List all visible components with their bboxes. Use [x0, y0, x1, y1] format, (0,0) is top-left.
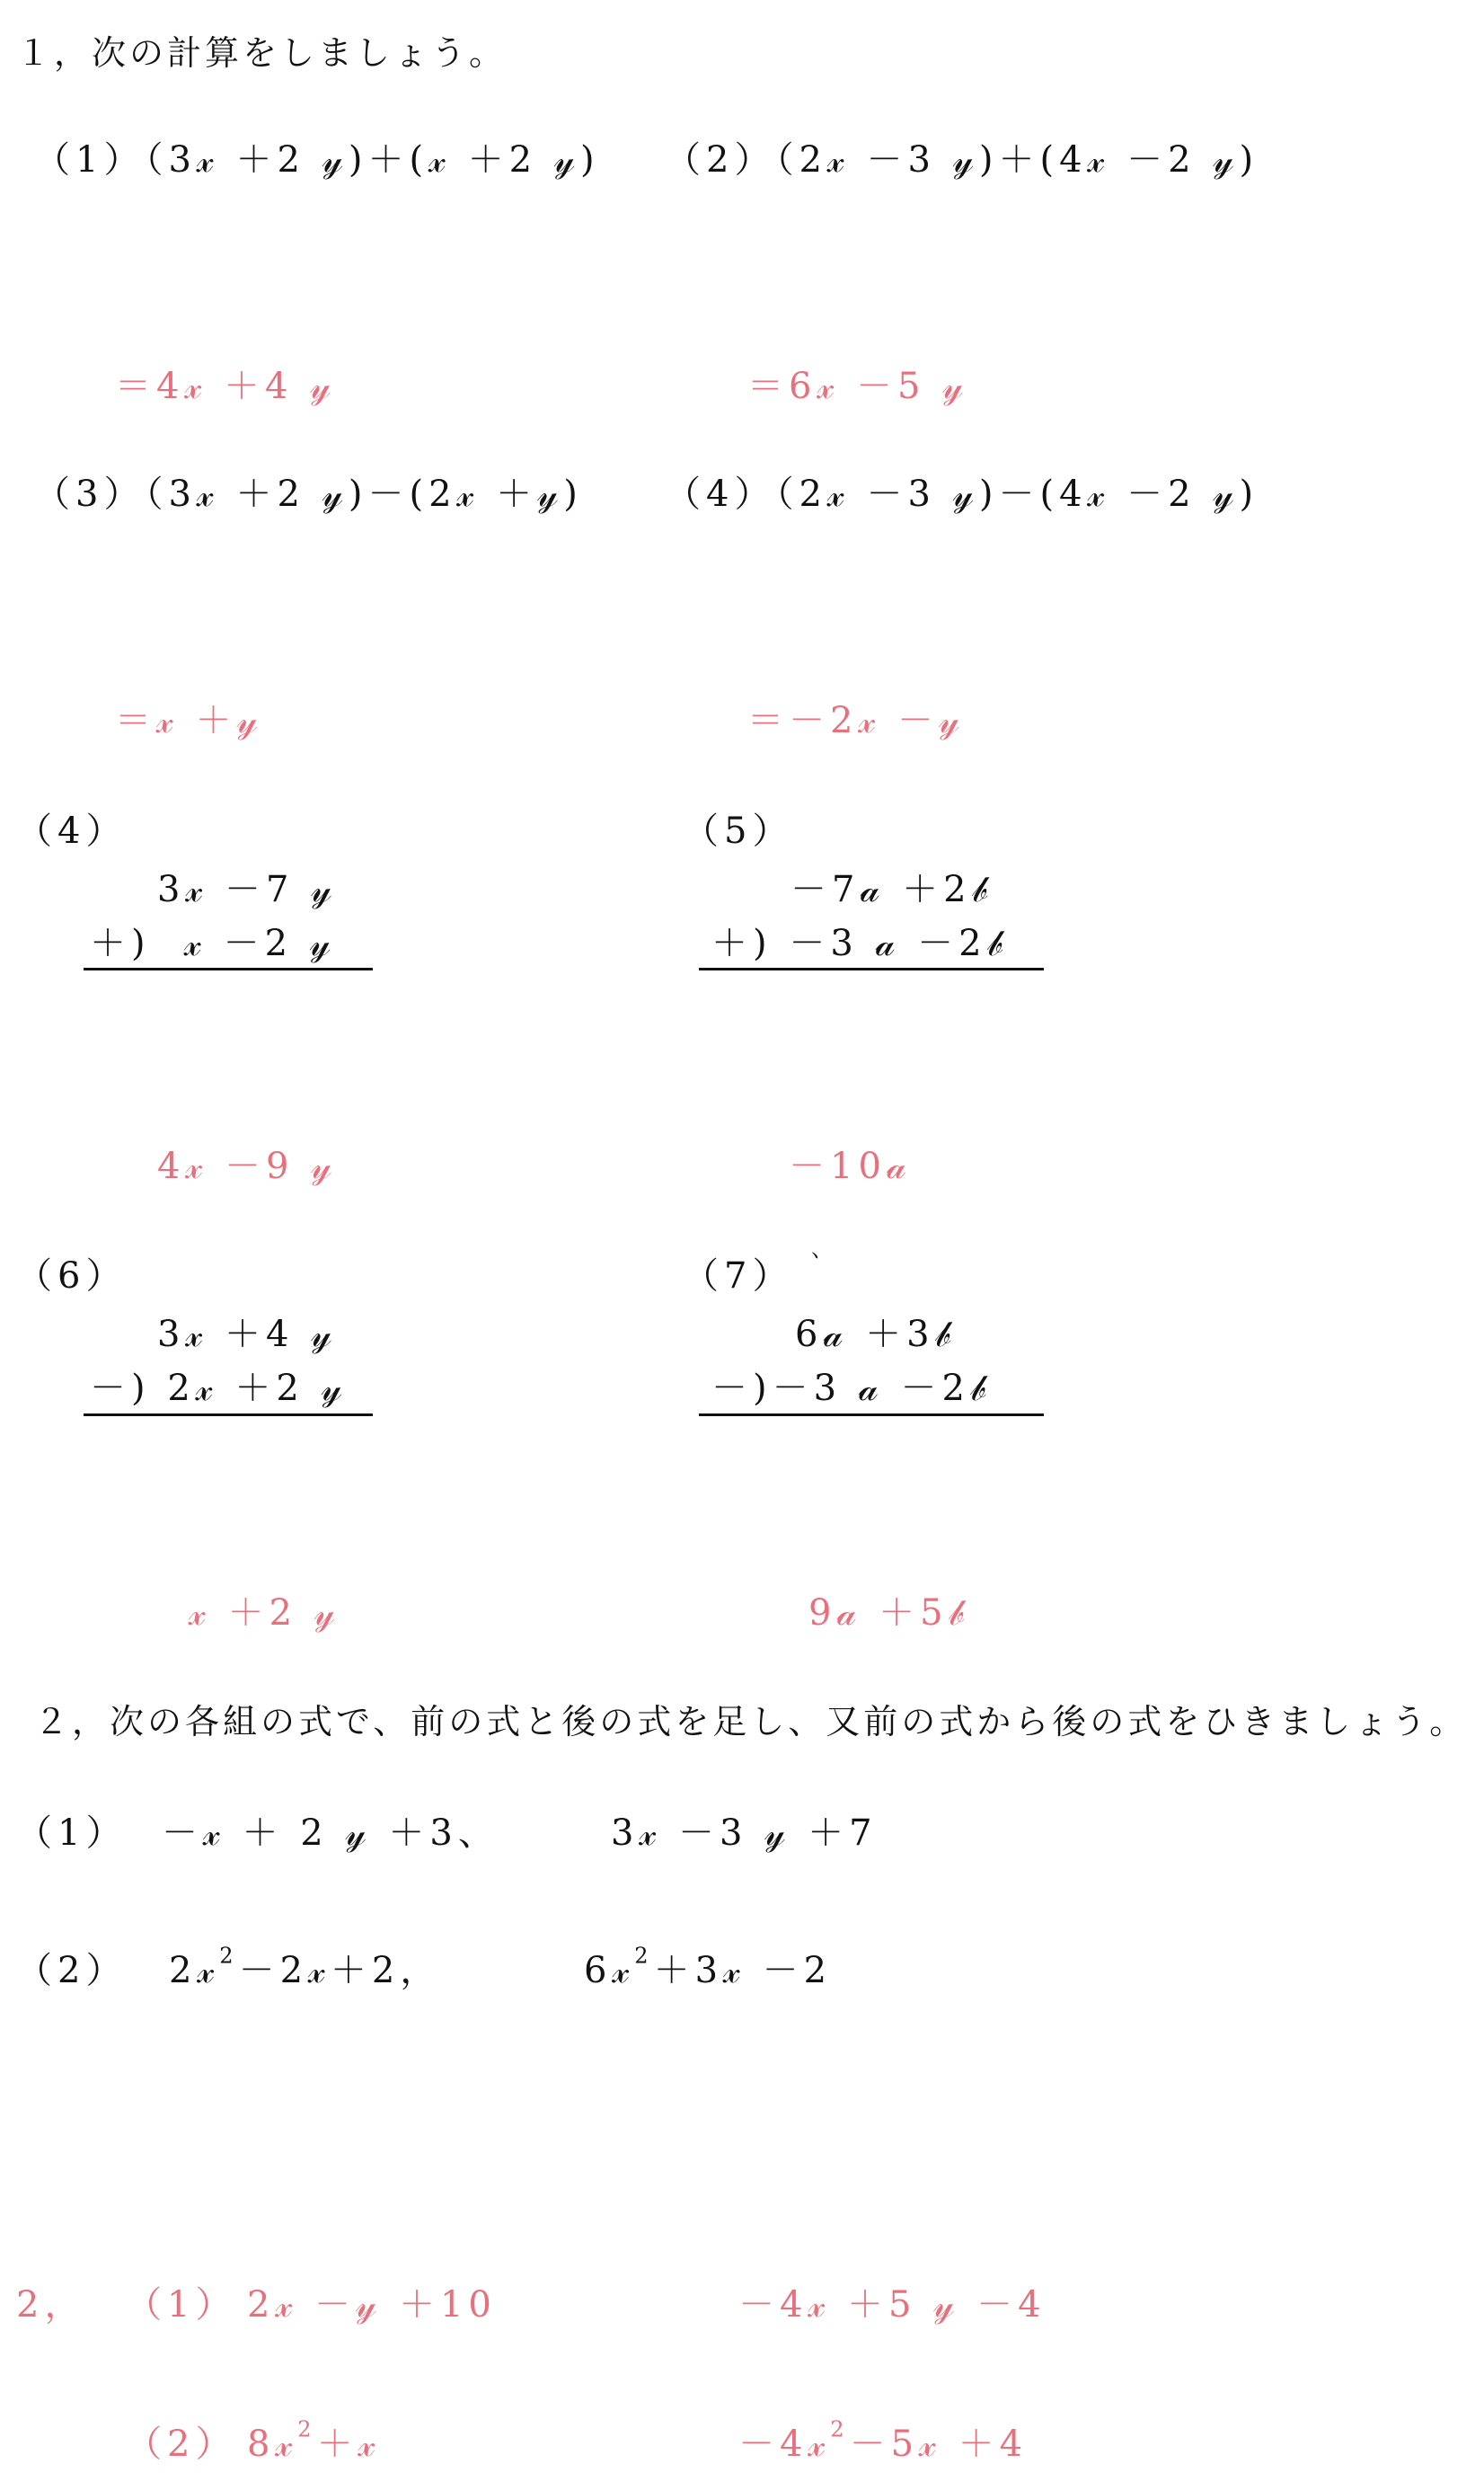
vertical-label-7: （7）: [683, 1255, 794, 1297]
answer-1-1: ＝4𝓍 ＋4 𝓎: [115, 366, 337, 407]
vertical-7-answer: 9𝒶 ＋5𝒷: [808, 1592, 969, 1634]
vertical-label-5: （5）: [683, 811, 794, 852]
problem-1-2: （2）（2𝓍 －3 𝓎)＋(4𝓍 －2 𝓎): [665, 139, 1259, 181]
a2-sum-base: 8𝓍: [247, 2423, 298, 2465]
q2-expr-b-rest: ＋3𝓍 －2: [653, 1950, 833, 1991]
problem-1-1: （1）（3𝓍 ＋2 𝓎)＋(𝓍 ＋2 𝓎): [34, 139, 600, 181]
vertical-label-4: （4）: [16, 811, 128, 852]
a2-diff-rest: －5𝓍 ＋4: [849, 2423, 1029, 2465]
problem-1-4: （4）（2𝓍 －3 𝓎)－(4𝓍 －2 𝓎): [665, 474, 1259, 515]
vertical-4-line2: ＋) 𝓍 －2 𝓎: [90, 923, 336, 964]
answer-2-1-diff: －4𝓍 ＋5 𝓎 －4: [738, 2284, 1047, 2326]
answer-1-3: ＝𝓍 ＋𝓎: [115, 700, 263, 741]
vertical-5-rule: [699, 968, 1044, 970]
vertical-6-answer: 𝓍 ＋2 𝓎: [189, 1592, 340, 1634]
question-2-1-expr-a: －𝓍 ＋ 2 𝓎 ＋3、: [162, 1812, 499, 1854]
vertical-5-answer: －10𝒶: [789, 1146, 912, 1187]
vertical-6-rule: [84, 1413, 373, 1416]
a2-sum-exponent: 2: [297, 2416, 317, 2442]
answer-2-2-label: （2）: [126, 2423, 237, 2465]
q2-expr-a-rest: －2𝓍＋2，: [238, 1950, 442, 1991]
q2-expr-b-base: 6𝓍: [584, 1950, 635, 1991]
vertical-5-line1: －7𝒶 ＋2𝒷: [791, 869, 993, 910]
question-2-2-expr-a: [169, 1943, 442, 1991]
vertical-5-line2: ＋) －3 𝒶 －2𝒷: [711, 923, 1008, 964]
question-2-2-expr-b: [584, 1943, 833, 1991]
question-2-2-label: （2）: [16, 1950, 128, 1991]
vertical-4-answer: 4𝓍 －9 𝓎: [157, 1146, 338, 1187]
answers2-label: 2，: [16, 2284, 86, 2326]
answer-2-2-diff: [738, 2416, 1029, 2465]
vertical-4-rule: [84, 968, 373, 970]
answer-2-2-sum: [247, 2416, 381, 2465]
q2-expr-a-exponent: 2: [219, 1943, 239, 1969]
vertical-7-rule: [699, 1413, 1044, 1416]
q2-expr-b-exponent: 2: [634, 1943, 654, 1969]
answer-1-2: ＝6𝓍 －5 𝓎: [747, 366, 969, 407]
vertical-7-line1: 6𝒶 ＋3𝒷: [795, 1314, 956, 1355]
problem-1-3: （3）（3𝓍 ＋2 𝓎)－(2𝓍 ＋𝓎): [34, 474, 583, 515]
section1-heading: １，次の計算をしましょう。: [16, 33, 508, 73]
q2-expr-a-base: 2𝓍: [169, 1950, 220, 1991]
a2-sum-rest: ＋𝓍: [316, 2423, 381, 2465]
a2-diff-exponent: 2: [830, 2416, 850, 2442]
question-2-1-expr-b: 3𝓍 －3 𝓎 ＋7: [611, 1812, 878, 1854]
vertical-6-line2: －) 2𝓍 ＋2 𝓎: [90, 1368, 348, 1409]
vertical-label-6: （6）: [16, 1255, 128, 1297]
answer-1-4: ＝－2𝓍 －𝓎: [747, 700, 966, 741]
stray-mark: ､: [811, 1233, 825, 1263]
vertical-4-line1: 3𝓍 －7 𝓎: [157, 869, 338, 910]
a2-diff-base: －4𝓍: [738, 2423, 831, 2465]
vertical-7-line2: －)－3 𝒶 －2𝒷: [711, 1368, 992, 1409]
question-2-1-label: （1）: [16, 1812, 128, 1854]
answer-2-1-label: （1）: [126, 2284, 237, 2326]
vertical-6-line1: 3𝓍 ＋4 𝓎: [157, 1314, 338, 1355]
answer-2-1-sum: 2𝓍 －𝓎 ＋10: [247, 2284, 497, 2326]
section2-heading: ２，次の各組の式で、前の式と後の式を足し、又前の式から後の式をひきましょう。: [34, 1702, 1468, 1741]
